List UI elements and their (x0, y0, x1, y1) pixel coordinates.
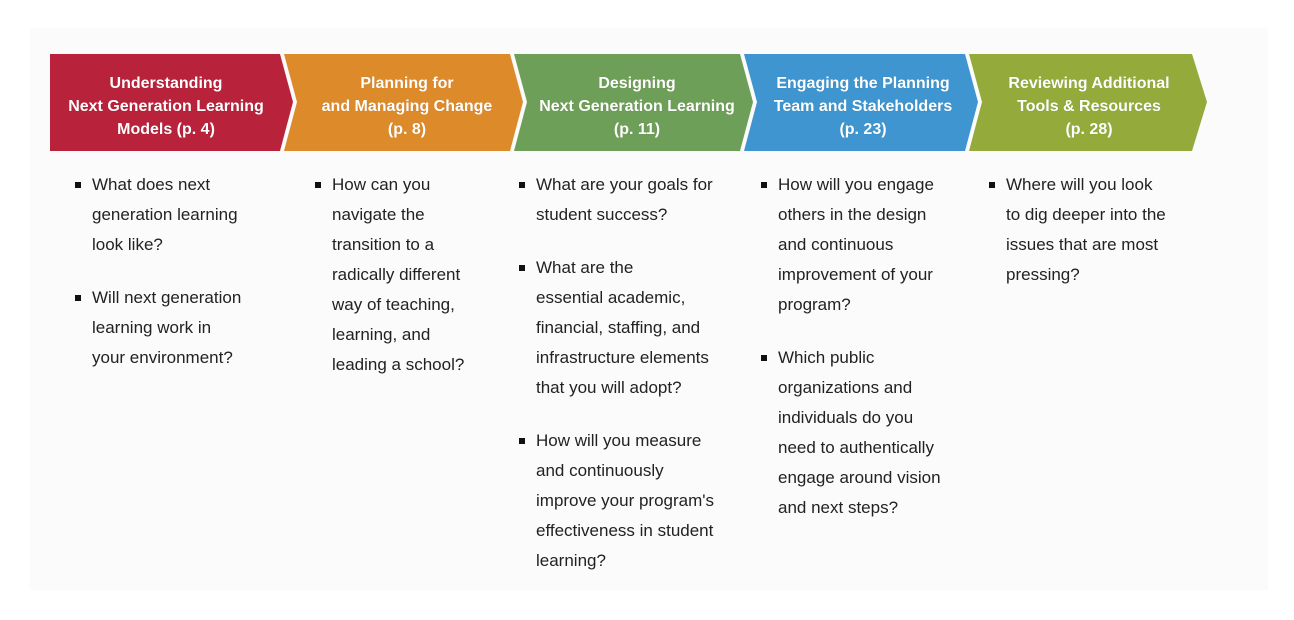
question-item: How will you measure and continuously improve your program's effectiveness in student learning? (518, 426, 738, 576)
question-item: What are your goals for student success? (518, 170, 738, 230)
question-item: How will you engage others in the design and continuous improvement of your program? (760, 170, 970, 320)
bullet (75, 295, 81, 301)
stage-3-title: Designing Next Generation Learning (p. 11) (539, 74, 735, 138)
stage-1-questions (74, 170, 274, 396)
question-item: What does next generation learning look like? (74, 170, 274, 260)
bullet (315, 182, 321, 188)
stage-3-questions (518, 170, 738, 599)
question-item: What are the essential academic, financial, staffing, and infrastructure elements that you will adopt? (518, 253, 738, 403)
bullet (761, 182, 767, 188)
bullet (519, 265, 525, 271)
stage-1-title: Understanding Next Generation Learning Models (p. 4) (68, 74, 264, 138)
stage-4-questions (760, 170, 970, 546)
question-item: How can you navigate the transition to a radically different way of teaching, learning, and leading a school? (314, 170, 504, 380)
question-item: Will next generation learning work in your environment? (74, 283, 274, 373)
stage-5-title: Reviewing Additional Tools & Resources (p. 28) (1008, 74, 1170, 138)
bullet (761, 355, 767, 361)
bullet (75, 182, 81, 188)
stage-4-title: Engaging the Planning Team and Stakeholders (p. 23) (773, 74, 953, 138)
bullet (519, 182, 525, 188)
stage-5-questions (988, 170, 1198, 313)
question-item: Where will you look to dig deeper into the issues that are most pressing? (988, 170, 1198, 290)
question-item: Which public organizations and individuals do you need to authentically engage around vision and next steps? (760, 343, 970, 523)
bullet (519, 438, 525, 444)
bullet (989, 182, 995, 188)
stage-2-questions (314, 170, 504, 403)
stage-2-title: Planning for and Managing Change (p. 8) (321, 74, 493, 138)
